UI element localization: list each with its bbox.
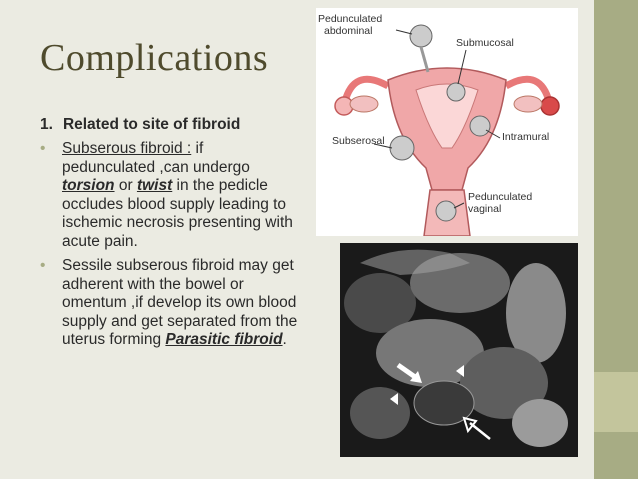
term-subserous-fibroid: Subserous fibroid : [62,140,192,157]
bullet-text: Sessile subserous fibroid may get adherent with the bowel or omentum ,if develop its own blood supply and get separated from the uterus forming [62,257,298,348]
term-torsion: torsion [62,177,115,194]
bullet-text: in the pedicle occludes blood supply leading to ischemic necrosis presenting with acute pain. [62,177,293,250]
label-pedunculated-vaginal: Pedunculated [468,191,533,203]
uterus-fibroid-diagram [316,8,578,236]
bullet-dot: • [40,140,46,157]
bullet-text: if pedunculated ,can undergo [62,140,250,176]
label-intramural: Intramural [502,131,550,143]
section-heading [40,116,300,134]
bullet-text: . [282,331,287,348]
heading-text: Related to site of fibroid [62,116,241,133]
label-subserosal: Subserosal [332,135,385,147]
slide-title: Complications [40,37,269,79]
bullet-dot: • [40,257,46,274]
term-parasitic-fibroid: Parasitic fibroid [165,331,283,348]
mri-image [340,243,578,457]
accent-block [594,372,638,432]
fibroid-pedunculated-abdominal [410,25,432,47]
label-pedunculated-vaginal-2: vaginal [468,203,502,215]
label-pedunculated-abdominal-2: abdominal [324,25,373,37]
label-submucosal: Submucosal [456,37,514,49]
bullet-text: or [114,177,137,194]
heading-number: 1. [40,116,53,133]
slide-body [40,116,300,356]
term-twist: twist [136,177,173,194]
label-pedunculated-abdominal: Pedunculated [318,13,383,25]
bullet-subserous-fibroid [40,140,300,251]
bullet-sessile-fibroid [40,257,300,350]
